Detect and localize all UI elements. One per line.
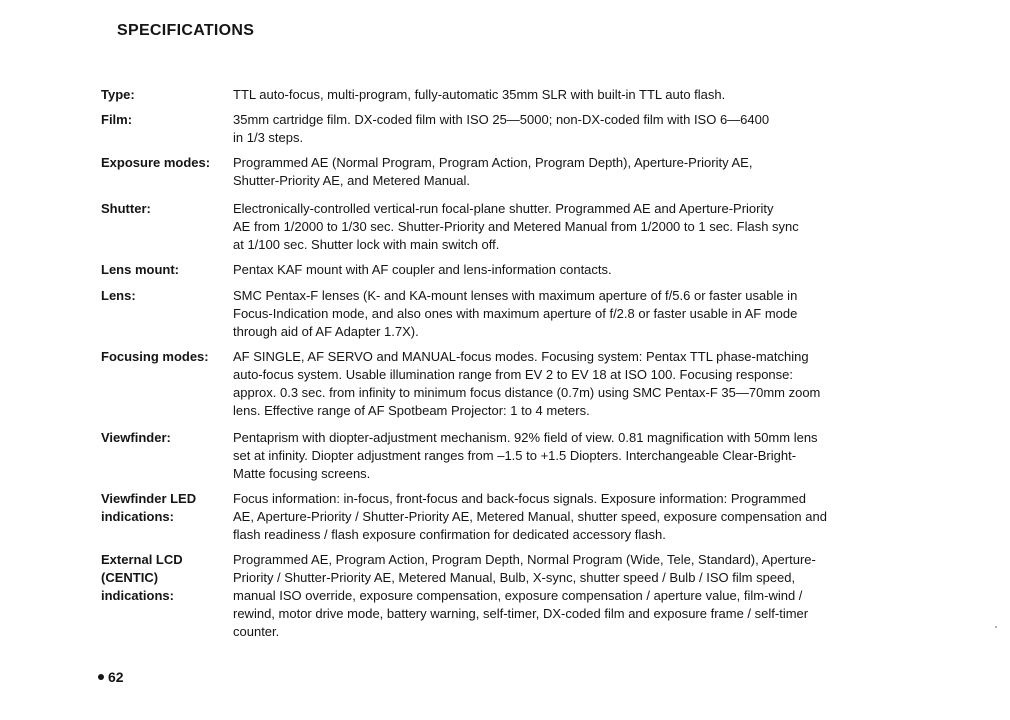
spec-value (233, 287, 981, 341)
spec-line: 35mm cartridge film. DX-coded film with ISO 25—5000; non-DX-coded film with ISO 6—6400 (233, 112, 770, 127)
spec-label: Lens mount: (101, 262, 179, 277)
spec-line: Matte focusing screens. (233, 466, 371, 481)
spec-line: SMC Pentax-F lenses (K- and KA-mount lenses with maximum aperture of f/5.6 or faster usable in (233, 288, 798, 303)
spec-line: Shutter-Priority AE, and Metered Manual. (233, 173, 471, 188)
spec-value (233, 348, 981, 420)
spec-label: Lens: (101, 288, 136, 303)
spec-line: auto-focus system. Usable illumination range from EV 2 to EV 18 at ISO 100. Focusing response: (233, 367, 794, 382)
spec-value (233, 86, 981, 104)
spec-row-lens-mount (101, 261, 981, 279)
spec-value (233, 490, 981, 544)
spec-value (233, 200, 981, 254)
spec-row-film (101, 111, 981, 147)
spec-line: at 1/100 sec. Shutter lock with main switch off. (233, 237, 500, 252)
spec-line: Focus-Indication mode, and also ones with maximum aperture of f/2.8 or faster usable in AF mode (233, 306, 798, 321)
spec-value (233, 429, 981, 483)
spec-row-focusing-modes (101, 348, 981, 420)
spec-label: Exposure modes: (101, 155, 211, 170)
spec-label: Shutter: (101, 201, 151, 216)
spec-line: TTL auto-focus, multi-program, fully-automatic 35mm SLR with built-in TTL auto flash. (233, 87, 726, 102)
spec-label: Focusing modes: (101, 349, 209, 364)
spec-line: Focus information: in-focus, front-focus and back-focus signals. Exposure information: Programmed (233, 491, 806, 506)
spec-label: Viewfinder LED indications: (101, 491, 197, 524)
spec-line: AF SINGLE, AF SERVO and MANUAL-focus modes. Focusing system: Pentax TTL phase-matching (233, 349, 809, 364)
spec-row-shutter (101, 200, 981, 254)
spec-value (233, 154, 981, 190)
spec-line: lens. Effective range of AF Spotbeam Projector: 1 to 4 meters. (233, 403, 590, 418)
spec-line: counter. (233, 624, 280, 639)
bullet-icon (98, 674, 104, 680)
spec-line: through aid of AF Adapter 1.7X). (233, 324, 419, 339)
spec-row-exposure-modes (101, 154, 981, 190)
spec-value (233, 111, 981, 147)
page-number (98, 669, 124, 685)
spec-label: Type: (101, 87, 135, 102)
spec-row-type (101, 86, 981, 104)
spec-value (233, 551, 981, 641)
spec-line: in 1/3 steps. (233, 130, 304, 145)
page-title: SPECIFICATIONS (117, 22, 255, 39)
spec-label: Viewfinder: (101, 430, 171, 445)
spec-line: AE from 1/2000 to 1/30 sec. Shutter-Priority and Metered Manual from 1/2000 to 1 sec. Flash sync (233, 219, 799, 234)
spec-value (233, 261, 981, 279)
spec-line: manual ISO override, exposure compensation, exposure compensation / aperture value, film-wind / (233, 588, 803, 603)
spec-line: Programmed AE (Normal Program, Program Action, Program Depth), Aperture-Priority AE, (233, 155, 753, 170)
spec-line: rewind, motor drive mode, battery warning, self-timer, DX-coded film and exposure frame / self-timer (233, 606, 809, 621)
spec-label: External LCD (CENTIC) indications: (101, 552, 183, 603)
spec-line: Priority / Shutter-Priority AE, Metered Manual, Bulb, X-sync, shutter speed / Bulb / ISO film speed, (233, 570, 796, 585)
spec-line: Electronically-controlled vertical-run focal-plane shutter. Programmed AE and Aperture-Priority (233, 201, 774, 216)
spec-line: Programmed AE, Program Action, Program Depth, Normal Program (Wide, Tele, Standard), Aperture- (233, 552, 816, 567)
spec-row-external-lcd (101, 551, 981, 641)
spec-row-lens (101, 287, 981, 341)
spec-line: approx. 0.3 sec. from infinity to minimum focus distance (0.7m) using SMC Pentax-F 35—70mm zoom (233, 385, 821, 400)
spec-line: Pentaprism with diopter-adjustment mechanism. 92% field of view. 0.81 magnification with 50mm lens (233, 430, 818, 445)
spec-label: Film: (101, 112, 133, 127)
spec-row-viewfinder-led (101, 490, 981, 544)
spec-row-viewfinder (101, 429, 981, 483)
spec-line: Pentax KAF mount with AF coupler and lens-information contacts. (233, 262, 612, 277)
spec-line: AE, Aperture-Priority / Shutter-Priority AE, Metered Manual, shutter speed, exposure compensation and (233, 509, 827, 524)
page-number-text: 62 (108, 669, 124, 685)
spec-line: flash readiness / flash exposure confirmation for dedicated accessory flash. (233, 527, 666, 542)
scan-speck (995, 626, 997, 628)
spec-line: set at infinity. Diopter adjustment ranges from –1.5 to +1.5 Diopters. Interchangeable Clear-Bright- (233, 448, 797, 463)
